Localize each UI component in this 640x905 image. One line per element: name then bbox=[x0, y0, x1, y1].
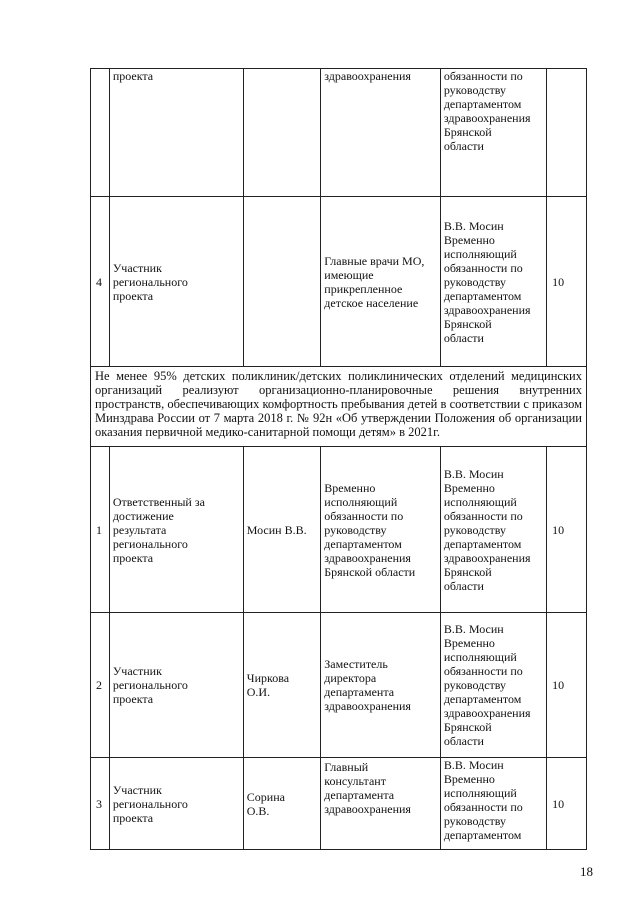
name-line: О.В. bbox=[246, 803, 270, 818]
section-row bbox=[91, 367, 587, 447]
supervisor-line: Временно bbox=[443, 772, 495, 786]
position-cell bbox=[321, 447, 441, 613]
position-line: департамента bbox=[324, 788, 395, 802]
name-cell bbox=[243, 613, 321, 758]
value-cell bbox=[547, 69, 587, 197]
name-cell bbox=[243, 69, 321, 197]
role-line: Участник bbox=[112, 782, 162, 797]
supervisor-line: здравоохранения bbox=[443, 550, 531, 565]
supervisor-line: Брянской bbox=[443, 125, 492, 139]
position-line: руководству bbox=[324, 522, 387, 537]
name-line: О.И. bbox=[246, 685, 271, 699]
supervisor-line: обязанности по bbox=[443, 69, 523, 83]
name-cell bbox=[243, 197, 321, 367]
role-line: проекта bbox=[112, 288, 154, 303]
value-cell: 10 bbox=[547, 758, 587, 850]
responsibility-table bbox=[90, 68, 587, 850]
position-line: Заместитель bbox=[324, 657, 388, 671]
position-cell: здравоохранения bbox=[321, 69, 441, 197]
role-cell: проекта bbox=[109, 69, 243, 197]
name-cell bbox=[243, 447, 321, 613]
row-number: 3 bbox=[91, 758, 110, 850]
position-line: детское население bbox=[324, 295, 419, 310]
supervisor-line: области bbox=[443, 578, 484, 593]
role-cell bbox=[109, 197, 243, 367]
role-line: регионального bbox=[112, 536, 188, 551]
supervisor-line: исполняющий bbox=[443, 494, 517, 509]
row-number: 4 bbox=[91, 197, 110, 367]
supervisor-line: здравоохранения bbox=[443, 111, 531, 125]
position-cell bbox=[321, 758, 441, 850]
name-cell bbox=[243, 758, 321, 850]
row-number: 2 bbox=[91, 613, 110, 758]
value-cell: 10 bbox=[547, 613, 587, 758]
supervisor-line: обязанности по bbox=[443, 508, 523, 523]
role-line: проекта bbox=[112, 692, 154, 706]
supervisor-line: области bbox=[443, 330, 484, 345]
role-line: проекта bbox=[112, 810, 154, 825]
supervisor-line: исполняющий bbox=[443, 786, 517, 800]
position-line: здравоохранения bbox=[324, 699, 411, 713]
supervisor-line: департаментом bbox=[443, 828, 522, 842]
supervisor-line: исполняющий bbox=[443, 246, 517, 261]
supervisor-line: области bbox=[443, 139, 484, 153]
role-line: Участник bbox=[112, 664, 162, 678]
position-line: Главный bbox=[324, 760, 369, 774]
role-cell bbox=[109, 447, 243, 613]
role-line: проекта bbox=[112, 550, 154, 565]
supervisor-line: В.В. Мосин bbox=[443, 758, 504, 772]
table-row bbox=[91, 447, 587, 613]
role-line: достижение bbox=[112, 508, 174, 523]
position-line: консультант bbox=[324, 774, 386, 788]
supervisor-line: области bbox=[443, 734, 484, 748]
table-row bbox=[91, 613, 587, 758]
position-cell bbox=[321, 197, 441, 367]
table-row bbox=[91, 197, 587, 367]
supervisor-line: руководству bbox=[443, 814, 507, 828]
supervisor-line: департаментом bbox=[443, 97, 522, 111]
supervisor-line: обязанности по bbox=[443, 260, 523, 275]
role-line: регионального bbox=[112, 274, 188, 289]
page-number: 18 bbox=[580, 864, 593, 879]
supervisor-cell bbox=[440, 69, 546, 197]
supervisor-line: обязанности по bbox=[443, 800, 523, 814]
supervisor-line: департаментом bbox=[443, 288, 522, 303]
supervisor-line: Временно bbox=[443, 636, 495, 650]
supervisor-line: обязанности по bbox=[443, 664, 523, 678]
supervisor-cell bbox=[440, 447, 546, 613]
supervisor-line: руководству bbox=[443, 274, 507, 289]
position-line: обязанности по bbox=[324, 508, 404, 523]
name-line: Сорина bbox=[246, 789, 285, 804]
supervisor-cell bbox=[440, 613, 546, 758]
position-line: Временно bbox=[324, 480, 376, 495]
supervisor-line: департаментом bbox=[443, 692, 522, 706]
row-number: 1 bbox=[91, 447, 110, 613]
supervisor-line: В.В. Мосин bbox=[443, 622, 504, 636]
role-line: Участник bbox=[112, 260, 162, 275]
name-line: Чиркова bbox=[246, 671, 290, 685]
position-line: Брянской области bbox=[324, 564, 416, 579]
supervisor-line: исполняющий bbox=[443, 650, 517, 664]
role-cell bbox=[109, 613, 243, 758]
supervisor-cell bbox=[440, 197, 546, 367]
value-cell: 10 bbox=[547, 197, 587, 367]
section-description: Не менее 95% детских поликлиник/детских поликлинических отделений медицинских организаций реализуют организационно-планировочные решения внутренних пространств, обеспечивающих комфортность пребывания детей в соответствии с приказом Минздрава России от 7 марта 2018 г. № 92н «Об утверждении Положения об организации оказания первичной медико-санитарной помощи детям» в 2021г. bbox=[91, 367, 587, 447]
supervisor-line: В.В. Мосин bbox=[443, 466, 504, 481]
position-line: здравоохранения bbox=[324, 802, 411, 816]
position-line: директора bbox=[324, 671, 377, 685]
supervisor-line: здравоохранения bbox=[443, 706, 531, 720]
position-cell bbox=[321, 613, 441, 758]
role-line: Ответственный за bbox=[112, 494, 205, 509]
position-line: департамента bbox=[324, 685, 395, 699]
position-line: департаментом bbox=[324, 536, 402, 551]
supervisor-line: В.В. Мосин bbox=[443, 218, 504, 233]
supervisor-line: Брянской bbox=[443, 720, 492, 734]
role-line: результата bbox=[112, 522, 167, 537]
supervisor-line: руководству bbox=[443, 678, 507, 692]
position-line: Главные врачи МО, bbox=[324, 253, 425, 268]
position-line: прикрепленное bbox=[324, 281, 403, 296]
role-line: регионального bbox=[112, 678, 188, 692]
supervisor-line: Временно bbox=[443, 480, 495, 495]
supervisor-line: здравоохранения bbox=[443, 302, 531, 317]
name-line: Мосин В.В. bbox=[246, 522, 307, 537]
supervisor-line: руководству bbox=[443, 522, 507, 537]
supervisor-line: Временно bbox=[443, 232, 495, 247]
position-line: имеющие bbox=[324, 267, 374, 282]
role-cell bbox=[109, 758, 243, 850]
value-cell: 10 bbox=[547, 447, 587, 613]
position-line: исполняющий bbox=[324, 494, 398, 509]
supervisor-cell bbox=[440, 758, 546, 850]
supervisor-line: Брянской bbox=[443, 564, 492, 579]
supervisor-line: департаментом bbox=[443, 536, 522, 551]
position-line: здравоохранения bbox=[324, 550, 411, 565]
supervisor-line: руководству bbox=[443, 83, 507, 97]
role-line: регионального bbox=[112, 796, 188, 811]
table-row bbox=[91, 758, 587, 850]
table-row bbox=[91, 69, 587, 197]
supervisor-line: Брянской bbox=[443, 316, 492, 331]
row-number bbox=[91, 69, 110, 197]
